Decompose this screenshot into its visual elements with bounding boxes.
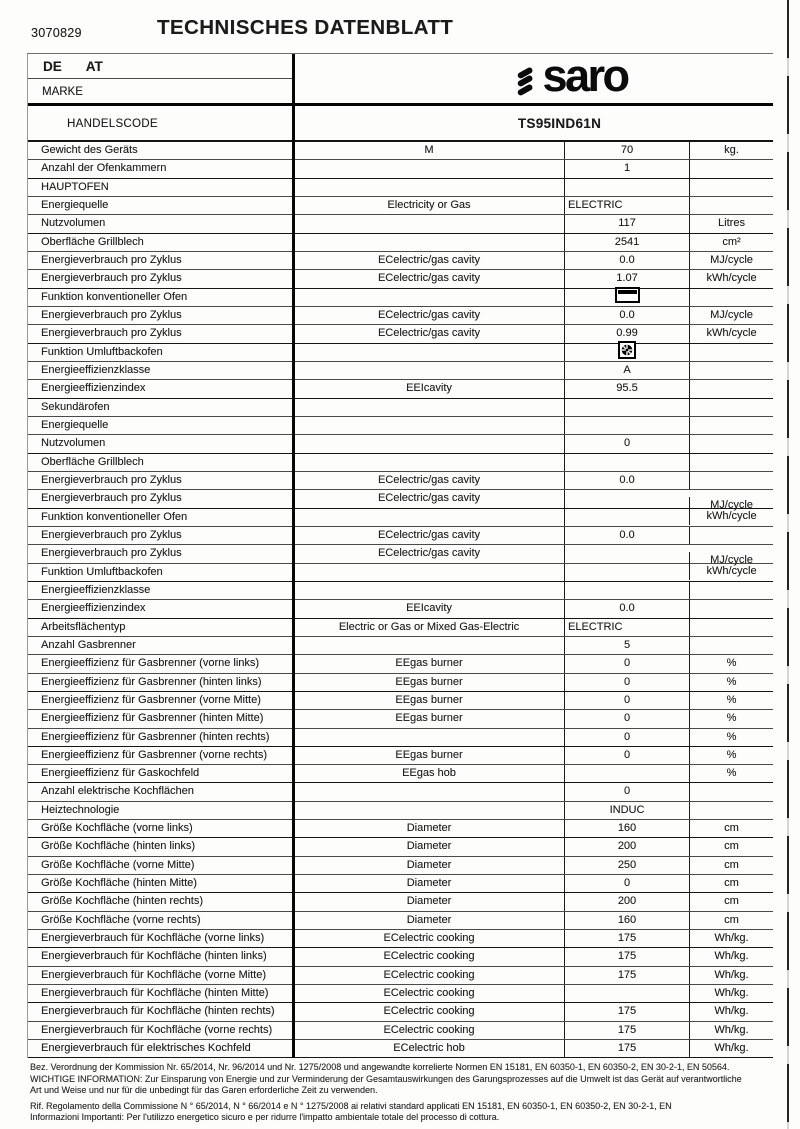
row-value: 0 bbox=[564, 710, 689, 727]
row-unit: % bbox=[689, 655, 773, 672]
row-label: Energieeffizienz für Gasbrenner (hinten Mitte) bbox=[41, 712, 264, 725]
row-label: Energieverbrauch für Kochfläche (hinten Mitte) bbox=[41, 987, 269, 1000]
row-unit bbox=[689, 472, 773, 489]
table-row bbox=[28, 893, 773, 911]
row-label: Energieeffizienz für Gasbrenner (vorne rechts) bbox=[41, 748, 268, 761]
row-label: Energieeffizienzindex bbox=[41, 602, 146, 615]
row-value: 0 bbox=[564, 729, 689, 746]
table-row bbox=[28, 930, 773, 948]
table-row bbox=[28, 1003, 773, 1021]
row-label: Nutzvolumen bbox=[41, 217, 106, 230]
row-label: Energieverbrauch für Kochfläche (hinten rechts) bbox=[41, 1005, 275, 1018]
table-row bbox=[28, 710, 773, 728]
row-label: Anzahl der Ofenkammern bbox=[41, 162, 167, 175]
document-number: 3070829 bbox=[31, 26, 82, 40]
row-label: Energieverbrauch pro Zyklus bbox=[41, 308, 182, 321]
row-description: M bbox=[424, 144, 434, 156]
row-unit: cm bbox=[689, 820, 773, 837]
row-value: A bbox=[564, 362, 689, 379]
row-unit: kWh/cycle bbox=[689, 563, 773, 580]
row-description: Diameter bbox=[406, 895, 452, 908]
row-value: 175 bbox=[564, 948, 689, 965]
row-value bbox=[564, 564, 689, 581]
table-row bbox=[28, 160, 773, 178]
row-description: Diameter bbox=[406, 840, 452, 853]
row-label: Energieverbrauch pro Zyklus bbox=[41, 473, 182, 486]
row-unit bbox=[689, 527, 773, 544]
row-value: 1.07 bbox=[564, 270, 689, 287]
row-unit: kWh/cycle bbox=[689, 325, 773, 342]
row-unit: cm bbox=[689, 838, 773, 855]
row-value: 95.5 bbox=[564, 380, 689, 397]
row-value: 2541 bbox=[564, 234, 689, 251]
table-row bbox=[28, 838, 773, 856]
row-value: ELECTRIC bbox=[564, 197, 689, 214]
row-value: 0 bbox=[564, 435, 689, 452]
table-row bbox=[28, 802, 773, 820]
row-unit: Litres bbox=[689, 215, 773, 232]
row-description: EEgas burner bbox=[395, 693, 463, 706]
row-unit: Wh/kg. bbox=[689, 930, 773, 947]
row-label: Anzahl Gasbrenner bbox=[41, 638, 136, 651]
table-row bbox=[28, 765, 773, 783]
row-unit: Wh/kg. bbox=[689, 985, 773, 1002]
row-description bbox=[294, 783, 564, 800]
brand-name: saro bbox=[542, 50, 628, 101]
row-label: Oberfläche Grillblech bbox=[41, 455, 144, 468]
row-description: EEgas burner bbox=[395, 748, 463, 761]
table-row bbox=[28, 179, 773, 197]
row-description: Diameter bbox=[406, 822, 452, 835]
row-unit: Wh/kg. bbox=[689, 948, 773, 965]
row-value: 0 bbox=[564, 875, 689, 892]
marke-label: MARKE bbox=[42, 86, 83, 98]
row-label: Heiztechnologie bbox=[41, 803, 120, 816]
saro-logo-icon bbox=[517, 70, 533, 93]
row-description: ECelectric cooking bbox=[383, 987, 475, 1000]
row-unit bbox=[689, 783, 773, 800]
row-value bbox=[564, 454, 689, 471]
row-description bbox=[294, 399, 564, 416]
row-unit: % bbox=[689, 765, 773, 782]
row-value: 0 bbox=[564, 655, 689, 672]
row-description: EEgas burner bbox=[395, 675, 463, 688]
row-unit bbox=[689, 435, 773, 452]
row-description bbox=[294, 160, 564, 177]
row-label: Funktion Umluftbackofen bbox=[41, 345, 163, 358]
row-label: Energieverbrauch für Kochfläche (vorne rechts) bbox=[41, 1023, 273, 1036]
row-unit: kg. bbox=[689, 142, 773, 159]
row-unit bbox=[689, 362, 773, 379]
row-description bbox=[294, 509, 564, 526]
row-description bbox=[294, 582, 564, 599]
table-row bbox=[28, 820, 773, 838]
row-unit: MJ/cycle bbox=[689, 552, 773, 569]
row-unit: % bbox=[689, 710, 773, 727]
row-value bbox=[564, 289, 689, 306]
row-value: 160 bbox=[564, 912, 689, 929]
row-description: ECelectric/gas cavity bbox=[377, 308, 481, 321]
country-codes-row bbox=[28, 54, 294, 79]
row-label: Sekundärofen bbox=[41, 400, 110, 413]
table-row bbox=[28, 1040, 773, 1058]
table-row bbox=[28, 490, 773, 512]
row-description: ECelectric cooking bbox=[383, 932, 475, 945]
row-description: ECelectric/gas cavity bbox=[377, 272, 481, 285]
table-row bbox=[28, 545, 773, 567]
row-description: ECelectric/gas cavity bbox=[377, 327, 481, 340]
table-row bbox=[28, 435, 773, 453]
row-unit: % bbox=[689, 747, 773, 764]
row-unit: kWh/cycle bbox=[689, 270, 773, 287]
row-description: Electric or Gas or Mixed Gas-Electric bbox=[338, 620, 520, 633]
row-unit: % bbox=[689, 692, 773, 709]
row-label: Energieeffizienzklasse bbox=[41, 363, 151, 376]
row-description: ECelectric cooking bbox=[383, 1023, 475, 1036]
row-value bbox=[564, 490, 689, 507]
table-row bbox=[28, 985, 773, 1003]
row-description: ECelectric cooking bbox=[383, 968, 475, 981]
fan-oven-icon bbox=[618, 341, 636, 359]
table-row bbox=[28, 637, 773, 655]
row-description: Electricity or Gas bbox=[387, 198, 471, 211]
row-description bbox=[294, 215, 564, 232]
row-unit: cm² bbox=[689, 234, 773, 251]
row-label: Größe Kochfläche (vorne Mitte) bbox=[41, 858, 195, 871]
row-description bbox=[294, 802, 564, 819]
handelscode-label: HANDELSCODE bbox=[67, 118, 158, 130]
table-row bbox=[28, 619, 773, 637]
row-label: Größe Kochfläche (hinten rechts) bbox=[41, 895, 204, 908]
row-description: ECelectric/gas cavity bbox=[377, 528, 481, 541]
row-label: Energieeffizienz für Gaskochfeld bbox=[41, 767, 200, 780]
row-label: Energieverbrauch für elektrisches Kochfeld bbox=[41, 1042, 251, 1055]
row-label: Energieeffizienz für Gasbrenner (hinten links) bbox=[41, 675, 262, 688]
row-description: ECelectric/gas cavity bbox=[377, 473, 481, 486]
table-row bbox=[28, 344, 773, 362]
row-description bbox=[294, 417, 564, 434]
row-label: Größe Kochfläche (vorne rechts) bbox=[41, 913, 201, 926]
row-value: 250 bbox=[564, 857, 689, 874]
row-value bbox=[564, 399, 689, 416]
table-row bbox=[28, 875, 773, 893]
table-row bbox=[28, 600, 773, 618]
table-row bbox=[28, 234, 773, 252]
table-row bbox=[28, 380, 773, 398]
row-label: HAUPTOFEN bbox=[41, 180, 109, 193]
row-value: 0.0 bbox=[564, 307, 689, 324]
row-value: 0 bbox=[564, 674, 689, 691]
table-row bbox=[28, 747, 773, 765]
row-label: Energieverbrauch pro Zyklus bbox=[41, 547, 182, 560]
row-unit bbox=[689, 179, 773, 196]
row-label: Anzahl elektrische Kochflächen bbox=[41, 785, 194, 798]
table-row bbox=[28, 783, 773, 801]
row-value: 175 bbox=[564, 1040, 689, 1057]
row-unit: % bbox=[689, 674, 773, 691]
row-unit: MJ/cycle bbox=[689, 307, 773, 324]
row-unit: cm bbox=[689, 857, 773, 874]
row-label: Energiequelle bbox=[41, 198, 109, 211]
row-description bbox=[294, 454, 564, 471]
row-description: ECelectric/gas cavity bbox=[377, 253, 481, 266]
row-label: Größe Kochfläche (hinten Mitte) bbox=[41, 877, 197, 890]
row-value: ELECTRIC bbox=[564, 619, 689, 636]
footnote-regulation-it: Rif. Regolamento della Commissione N ° 65/2014, N ° 66/2014 e N ° 1275/2008 ai relativi standard applicati EN 15181, EN 60350-1, EN 60350-2, EN 30-2-1, EN bbox=[30, 1100, 672, 1111]
row-label: Energiequelle bbox=[41, 418, 109, 431]
row-value: 0.0 bbox=[564, 600, 689, 617]
header-left-cells bbox=[28, 54, 294, 140]
row-description: Diameter bbox=[406, 913, 452, 926]
row-label: Energieeffizienzklasse bbox=[41, 583, 151, 596]
table-row bbox=[28, 417, 773, 435]
table-row bbox=[28, 655, 773, 673]
table-row bbox=[28, 362, 773, 380]
row-label: Nutzvolumen bbox=[41, 437, 106, 450]
table-row bbox=[28, 252, 773, 270]
footnote-regulation-de: Bez. Verordnung der Kommission Nr. 65/2014, Nr. 96/2014 und Nr. 1275/2008 und angewandte korrelierte Normen EN 15181, EN 60350-1, EN 60350-2, EN 30-2-1, EN 50564. bbox=[30, 1062, 730, 1072]
table-row bbox=[28, 857, 773, 875]
row-description: EEgas burner bbox=[395, 657, 463, 670]
row-unit: cm bbox=[689, 912, 773, 929]
row-value: 5 bbox=[564, 637, 689, 654]
row-unit bbox=[689, 619, 773, 636]
country-code-de: DE bbox=[43, 59, 62, 74]
row-description bbox=[294, 637, 564, 654]
row-value: INDUC bbox=[564, 802, 689, 819]
row-value: 70 bbox=[564, 142, 689, 159]
footnote-important-de-2: Art und Weise und nur für die unbedingt für das Garen erforderliche Zeit zu verwenden. bbox=[30, 1085, 378, 1096]
footnote-important-it: Informazioni Importanti: Per l'utilizzo energetico sicuro e per ridurre l'impatto ambientale totale del processo di cottura. bbox=[30, 1112, 500, 1123]
main-column-divider bbox=[292, 54, 295, 1058]
row-description bbox=[294, 179, 564, 196]
row-description: Diameter bbox=[406, 877, 452, 890]
row-label: Energieverbrauch pro Zyklus bbox=[41, 327, 182, 340]
row-description bbox=[294, 564, 564, 581]
row-description bbox=[294, 289, 564, 306]
row-unit: Wh/kg. bbox=[689, 1003, 773, 1020]
row-value: 175 bbox=[564, 1022, 689, 1039]
row-label: Oberfläche Grillblech bbox=[41, 235, 144, 248]
table-row bbox=[28, 454, 773, 472]
row-unit: % bbox=[689, 729, 773, 746]
row-value: 175 bbox=[564, 930, 689, 947]
row-value: 0 bbox=[564, 783, 689, 800]
row-value bbox=[564, 509, 689, 526]
row-value: 0 bbox=[564, 747, 689, 764]
table-row bbox=[28, 582, 773, 600]
row-label: Energieeffizienz für Gasbrenner (vorne links) bbox=[41, 657, 260, 670]
conventional-oven-icon bbox=[615, 287, 640, 303]
row-label: Energieverbrauch für Kochfläche (hinten links) bbox=[41, 950, 267, 963]
row-unit: MJ/cycle bbox=[689, 497, 773, 514]
table-row bbox=[28, 948, 773, 966]
row-unit bbox=[689, 637, 773, 654]
table-row bbox=[28, 215, 773, 233]
table-row bbox=[28, 1022, 773, 1040]
row-label: Energieeffizienz für Gasbrenner (hinten rechts) bbox=[41, 730, 270, 743]
row-description bbox=[294, 362, 564, 379]
row-description: ECelectric cooking bbox=[383, 1005, 475, 1018]
row-value bbox=[564, 179, 689, 196]
row-value: 0 bbox=[564, 692, 689, 709]
row-value bbox=[564, 582, 689, 599]
row-value bbox=[564, 417, 689, 434]
table-row bbox=[28, 289, 773, 307]
row-label: Gewicht des Geräts bbox=[41, 144, 138, 156]
row-description: ECelectric hob bbox=[393, 1042, 465, 1055]
header-right-cells bbox=[294, 50, 773, 140]
row-description: ECelectric cooking bbox=[383, 950, 475, 963]
footer-notes bbox=[30, 1062, 790, 1124]
row-label: Energieverbrauch pro Zyklus bbox=[41, 492, 182, 505]
table-body bbox=[28, 140, 773, 1058]
row-description: Diameter bbox=[406, 858, 452, 871]
row-value: 0.0 bbox=[564, 252, 689, 269]
row-value: 200 bbox=[564, 893, 689, 910]
row-description: EEgas burner bbox=[395, 712, 463, 725]
row-unit bbox=[689, 582, 773, 599]
row-label: Größe Kochfläche (vorne links) bbox=[41, 822, 193, 835]
table-header bbox=[28, 50, 773, 140]
row-unit: cm bbox=[689, 893, 773, 910]
row-label: Funktion konventioneller Ofen bbox=[41, 510, 188, 523]
row-label: Energieverbrauch pro Zyklus bbox=[41, 272, 182, 285]
row-label: Energieverbrauch für Kochfläche (vorne links) bbox=[41, 932, 265, 945]
row-value bbox=[564, 344, 689, 361]
handelscode-value: TS95IND61N bbox=[517, 116, 602, 131]
brand-logo bbox=[294, 50, 773, 106]
row-description: ECelectric/gas cavity bbox=[377, 547, 481, 560]
row-value: 160 bbox=[564, 820, 689, 837]
row-value: 200 bbox=[564, 838, 689, 855]
row-description bbox=[294, 234, 564, 251]
table-row bbox=[28, 674, 773, 692]
row-label: Funktion konventioneller Ofen bbox=[41, 290, 188, 303]
row-value: 175 bbox=[564, 1003, 689, 1020]
table-row bbox=[28, 527, 773, 545]
row-description: EEgas hob bbox=[402, 767, 456, 780]
row-unit bbox=[689, 454, 773, 471]
page-title: TECHNISCHES DATENBLATT bbox=[157, 16, 454, 39]
row-label: Energieeffizienzindex bbox=[41, 382, 146, 395]
row-unit bbox=[689, 160, 773, 177]
table-row bbox=[28, 197, 773, 215]
row-value bbox=[564, 545, 689, 562]
row-value bbox=[564, 765, 689, 782]
table-row bbox=[28, 472, 773, 490]
row-label: Arbeitsflächentyp bbox=[41, 620, 126, 633]
row-unit: Wh/kg. bbox=[689, 967, 773, 984]
table-row bbox=[28, 564, 773, 582]
row-label: Energieverbrauch pro Zyklus bbox=[41, 528, 182, 541]
table-row bbox=[28, 325, 773, 343]
row-label: Energieverbrauch für Kochfläche (vorne Mitte) bbox=[41, 968, 266, 981]
row-value: 0.0 bbox=[564, 472, 689, 489]
row-description: EEIcavity bbox=[406, 602, 452, 615]
row-unit bbox=[689, 344, 773, 361]
row-value: 0.99 bbox=[564, 325, 689, 342]
table-row bbox=[28, 142, 773, 160]
row-unit: Wh/kg. bbox=[689, 1022, 773, 1039]
row-description: ECelectric/gas cavity bbox=[377, 492, 481, 505]
row-unit bbox=[689, 802, 773, 819]
row-value: 175 bbox=[564, 967, 689, 984]
row-value: 117 bbox=[564, 215, 689, 232]
table-row bbox=[28, 912, 773, 930]
table-row bbox=[28, 509, 773, 527]
row-label: Funktion Umluftbackofen bbox=[41, 565, 163, 578]
row-label: Energieverbrauch pro Zyklus bbox=[41, 253, 182, 266]
table-row bbox=[28, 307, 773, 325]
row-label: Energieeffizienz für Gasbrenner (vorne Mitte) bbox=[41, 693, 261, 706]
row-unit bbox=[689, 289, 773, 306]
scan-edge-line-artifact bbox=[787, 0, 789, 1129]
row-unit bbox=[689, 197, 773, 214]
row-unit bbox=[689, 417, 773, 434]
table-row bbox=[28, 270, 773, 288]
row-description: EEIcavity bbox=[406, 382, 452, 395]
row-unit: cm bbox=[689, 875, 773, 892]
row-description bbox=[294, 344, 564, 361]
row-value bbox=[564, 985, 689, 1002]
table-row bbox=[28, 967, 773, 985]
data-table bbox=[27, 50, 773, 1058]
table-row bbox=[28, 692, 773, 710]
row-unit: kWh/cycle bbox=[689, 508, 773, 525]
row-unit bbox=[689, 380, 773, 397]
table-row bbox=[28, 729, 773, 747]
row-unit: Wh/kg. bbox=[689, 1040, 773, 1057]
row-description bbox=[294, 729, 564, 746]
row-label: Größe Kochfläche (hinten links) bbox=[41, 840, 196, 853]
row-unit: MJ/cycle bbox=[689, 252, 773, 269]
row-unit bbox=[689, 600, 773, 617]
row-value: 0.0 bbox=[564, 527, 689, 544]
row-unit bbox=[689, 399, 773, 416]
row-value: 1 bbox=[564, 160, 689, 177]
row-description bbox=[294, 435, 564, 452]
country-code-at: AT bbox=[85, 59, 103, 74]
table-row bbox=[28, 399, 773, 417]
footnote-important-de-1: WICHTIGE INFORMATION: Zur Einsparung von Energie und zur Verminderung der Gesamtauswirkungen des Garungsprozesses auf die Umwelt ist das Gerät auf verantwortliche bbox=[30, 1073, 742, 1084]
